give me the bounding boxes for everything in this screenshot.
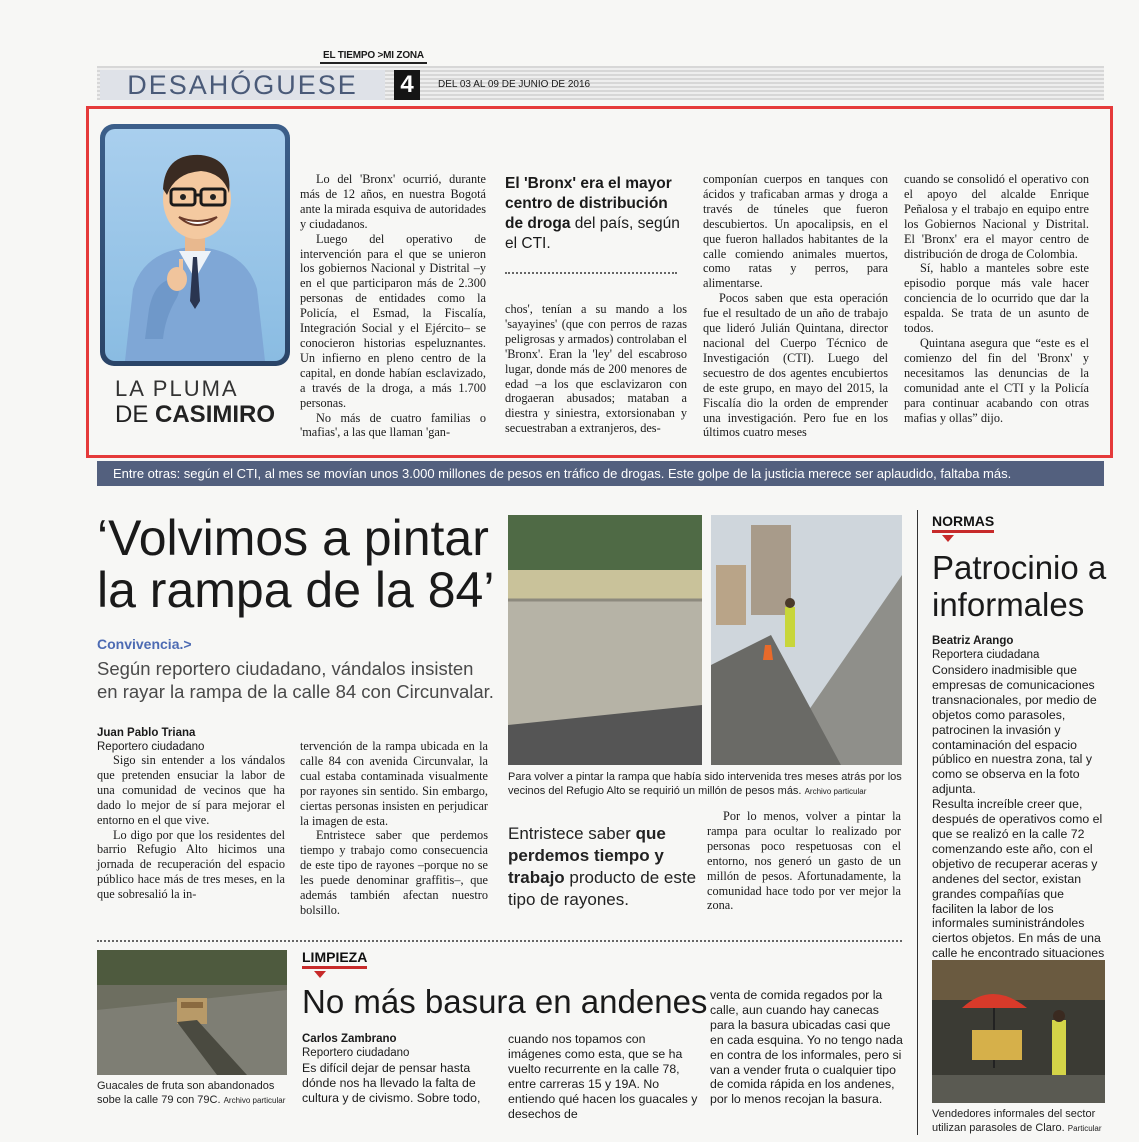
caption-credit: Archivo particular xyxy=(223,1096,286,1105)
brand-de: DE xyxy=(115,401,149,428)
author-role: Reportero ciudadano xyxy=(97,741,205,753)
opinion-banner: Entre otras: según el CTI, al mes se movían unos 3.000 millones de pesos en tráfico de drogas. Este golpe de la justicia merece ser aplaudido, faltaba más. xyxy=(97,461,1104,486)
columnist-avatar xyxy=(100,124,290,366)
limpieza-headline: No más basura en andenes xyxy=(302,983,708,1020)
brand-line-2 xyxy=(115,402,275,428)
ramp-painting-image xyxy=(711,515,902,765)
dotted-divider xyxy=(97,940,902,942)
paragraph: Luego del operativo de intervención para el que se unieron los gobiernos Nacional y Distrital –y en el que participaron más de 2.300 personas de entidades como la Policía, el Esmad, la Fiscalía, Integración Social y el Ejército– se conocieron historias espeluznantes. Un infierno en pleno centro de la capital, en donde habían esclavizado, a través de la droga, a más 1.700 personas. xyxy=(300,231,486,410)
paragraph: Lo del 'Bronx' ocurrió, durante más de 12 años, en nuestra Bogotá ante la mirada esquiva de autoridades y ciudadanos. xyxy=(300,172,486,231)
paragraph: No más de cuatro familias o 'mafias', a las que llaman 'gan- xyxy=(300,410,486,440)
caption-text: Para volver a pintar la rampa que había sido intervenida tres meses atrás por los vecinos del Refugio Alto se requirió un millón de pesos más. xyxy=(508,771,902,797)
normas-body xyxy=(932,663,1107,976)
column-rule xyxy=(917,950,918,1135)
author-name: Juan Pablo Triana xyxy=(97,727,196,739)
column-rule xyxy=(917,510,918,965)
crates-photo xyxy=(97,950,287,1075)
opinion-column-4 xyxy=(904,172,1089,425)
brand-name: CASIMIRO xyxy=(155,401,276,428)
paragraph: cuando se consolidó el operativo con el apoyo del alcalde Enrique Peñalosa y el trabajo en equipo entre los Gobiernos Nacional y Distrital. El 'Bronx' era el mayor centro de distribución de droga de Colombia. xyxy=(904,172,1089,261)
limpieza-column-3: venta de comida regados por la calle, aun cuando hay canecas para la basura ubicadas casi que en cada esquina. Yo no tengo nada en contra de los informales, pero si van a vender fruta o cualquier tipo de comida rápida en los andenes, por lo menos recojan la basura. xyxy=(710,988,903,1107)
paragraph: Quintana asegura que “este es el comienzo del fin del 'Bronx' y necesitamos las denuncias de la comunidad ante el CTI y la Policía para continuar acabando con otras mafias y ollas” dijo. xyxy=(904,335,1089,425)
paragraph: Por lo menos, volver a pintar la rampa para ocultar lo realizado por personas poco respetuosas con el entorno, nos generó un gasto de un millón de pesos. Afortunadamente, la comunidad hace todo por ver mejor la zona. xyxy=(707,809,901,913)
article-lead: Según reportero ciudadano, vándalos insisten en rayar la rampa de la calle 84 con Circunvalar. xyxy=(97,658,494,702)
pull-quote-part: Entristece saber xyxy=(508,824,636,843)
paragraph: Lo digo por que los residentes del barrio Refugio Alto hicimos una jornada de recuperación del espacio público hace más de tres meses, en la que sobresalió la in- xyxy=(97,827,285,902)
paragraph: Resulta increíble creer que, después de operativos como el que se realizó en la calle 72 comenzando este año, con el objetivo de recuperar aceras y andenes del sector, existan grandes compañías que faciliten la labor de los informales suministrándoles ciertos objetos. En más de una calle he encontrado situaciones xyxy=(932,797,1105,961)
cartoon-man-icon xyxy=(105,129,285,361)
section-number: 4 xyxy=(394,70,420,100)
edition-date: DEL 03 AL 09 DE JUNIO DE 2016 xyxy=(438,79,591,90)
author-name: Carlos Zambrano xyxy=(302,1033,397,1045)
author-role: Reportera ciudadana xyxy=(932,649,1040,661)
article-column-3 xyxy=(707,809,901,913)
article-column-1 xyxy=(97,753,285,902)
pull-quote-bold: El 'Bronx' era el mayor centro de distribución de droga xyxy=(505,175,672,232)
dotted-divider xyxy=(505,272,677,274)
avatar-background xyxy=(105,129,285,361)
pull-quote-rest: del país, según el CTI. xyxy=(505,215,680,252)
ramp-photo-right xyxy=(711,515,902,765)
article-column-2 xyxy=(300,739,488,918)
author-role: Reportero ciudadano xyxy=(302,1047,410,1059)
author-name: Beatriz Arango xyxy=(932,635,1014,647)
ramp-wall-image xyxy=(508,515,702,765)
opinion-column-2 xyxy=(505,302,687,436)
tag-marker-icon xyxy=(314,971,326,978)
photo-caption xyxy=(97,1079,292,1108)
parasol-photo xyxy=(932,960,1105,1103)
section-kicker-link[interactable]: Convivencia.> xyxy=(97,636,192,652)
opinion-column-1 xyxy=(300,172,486,440)
caption-text: Guacales de fruta son abandonados sobe la calle 79 con 79C. xyxy=(97,1080,275,1106)
photo-caption xyxy=(932,1107,1112,1136)
normas-headline: Patrocinio a informales xyxy=(932,549,1107,623)
section-tag-limpieza: LIMPIEZA xyxy=(302,949,367,969)
tag-marker-icon xyxy=(942,535,954,542)
section-title: DESAHÓGUESE xyxy=(100,70,385,100)
street-vendors-image xyxy=(932,960,1105,1103)
limpieza-column-1: Es difícil dejar de pensar hasta dónde nos ha llevado la falta de cultura y de civismo. Sobre todo, xyxy=(302,1061,481,1105)
section-tag-normas: NORMAS xyxy=(932,513,994,533)
masthead: EL TIEMPO >MI ZONA xyxy=(320,50,427,64)
paragraph: Pocos saben que esta operación fue el resultado de un año de trabajo que lideró Julián Quintana, director nacional del Cuerpo Técnico de Investigación (CTI). Luego del secuestro de dos agentes encubiertos de este grupo, en mayo del 2015, la Fiscalía dio la orden de emprender una investigación. Pero fue en los últimos cuatro meses xyxy=(703,291,888,440)
caption-credit: Archivo particular xyxy=(804,787,867,796)
paragraph: chos', tenían a su mando a los 'sayayines' (que con perros de razas peligrosas y armados) controlaban el 'Bronx'. Eran la 'ley' del escabroso lugar, donde más de 200 menores de edad –a los que esclavizaron con drogaeran abusados; mataban a diestra y siniestra, extorsionaban y secuestraban a extranjeros, des- xyxy=(505,302,687,436)
caption-text: Vendedores informales del sector utilizan parasoles de Claro. xyxy=(932,1108,1096,1134)
pull-quote xyxy=(505,174,680,254)
article-headline: ‘Volvimos a pintar la rampa de la 84’ xyxy=(97,510,495,618)
pull-quote-bold: que perdemos tiempo y trabajo xyxy=(508,824,666,887)
paragraph: tervención de la rampa ubicada en la calle 84 con avenida Circunvalar, la cual estaba contaminada visualmente por rayones sin sentido. Sin embargo, ciertas personas insisten en perjudicar la imagen de esta. xyxy=(300,739,488,828)
paragraph: Considero inadmisible que empresas de comunicaciones transnacionales, por medio de objetos como parasoles, patrocinen la invasión y contaminación del espacio público en nuestra zona, tal y como se observa en la foto adjunta. xyxy=(932,663,1097,797)
photo-caption xyxy=(508,770,906,799)
limpieza-column-2: cuando nos topamos con imágenes como esta, que se ha vuelto recurrente en la calle 78, entre carreras 15 y 19A. No entiendo qué hacen los guacales y desechos de xyxy=(508,1032,698,1121)
fruit-crates-image xyxy=(97,950,287,1075)
paragraph: Sigo sin entender a los vándalos que pretenden ensuciar la labor de una comunidad de vecinos que ha dado lo mejor de sí para mejorar el entorno en el que vive. xyxy=(97,753,285,827)
opinion-column-3 xyxy=(703,172,888,440)
paragraph: componían cuerpos en tanques con ácidos y traficaban armas y droga a través de túneles que fueron descubiertos. Un apocalipsis, en el que fueron hallados habitantes de la calle comiendo animales muertos, como ratas y perros, para alimentarse. xyxy=(703,172,888,291)
pull-quote-part: producto de este tipo de rayones. xyxy=(508,868,697,909)
paragraph: Entristece saber que perdemos tiempo y trabajo como consecuencia de este tipo de rayones –porque no se les puede denominar graffitis–, que además también afectan nuestro bolsillo. xyxy=(300,828,488,917)
ramp-photo-left xyxy=(508,515,702,765)
brand-line-1: LA PLUMA xyxy=(115,376,239,401)
pull-quote xyxy=(508,823,698,911)
caption-credit: Particular xyxy=(1067,1124,1102,1133)
paragraph: Sí, hablo a manteles sobre este episodio porque más vale hacer conciencia de lo ocurrido que dar la espalda. Se trata de un asunto de todos. xyxy=(904,261,1089,336)
